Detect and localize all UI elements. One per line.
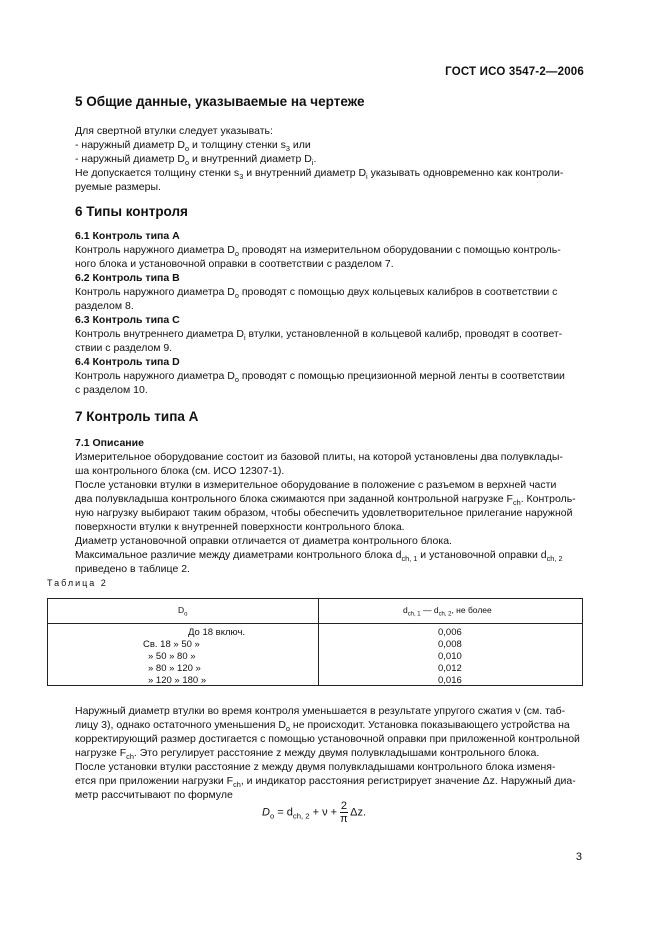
s6-2-line-2: разделом 8.	[75, 300, 134, 312]
table-column-separator	[318, 599, 319, 685]
s6-3-title: 6.3 Контроль типа С	[75, 314, 180, 326]
s5-line-5: руемые размеры.	[75, 181, 161, 193]
table-header-dch: $d_{ch, 1}$ — $d_{ch, 2}$, не более	[403, 605, 492, 618]
s7b-line-3: корректирующий размер достигается с помощью установочной оправки при приложенной контрольной	[75, 733, 580, 745]
s7-p2-line-1: После установки втулки в измерительное оборудование в положение с разъемом в верхней части	[75, 479, 557, 491]
formula: $D_o = d_{ch, 2} + \nu$ + $\frac{2}{\pi}$ Δz.	[262, 800, 367, 825]
s5-line-3: - наружный диаметр $D_o$ и внутренний диаметр $D_i$.	[75, 153, 317, 168]
s6-4-title: 6.4 Контроль типа D	[75, 356, 180, 368]
table-row-4-do: » 80 » 120 »	[148, 663, 201, 674]
table-row-1-do: До 18 включ.	[188, 627, 246, 638]
table-row-1-val: 0,006	[438, 627, 462, 638]
s7-p1-line-1: Измерительное оборудование состоит из базовой плиты, на которой установлены два полувклады-	[75, 451, 563, 463]
s5-line-1: Для свертной втулки следует указывать:	[75, 125, 273, 137]
table-2	[47, 598, 583, 686]
s6-2-line-1: Контроль наружного диаметра $D_o$ проводят с помощью двух кольцевых калибров в соответствии с	[75, 286, 558, 301]
table-caption: Таблица 2	[47, 578, 108, 588]
table-row-5-do: » 120 » 180 »	[148, 675, 207, 686]
s7b-line-7: метр рассчитывают по формуле	[75, 789, 233, 801]
s7b-line-6: ется при приложении нагрузки $F_{ch}$, и индикатор расстояния регистрирует значение Δz. Наружный диа-	[75, 775, 576, 790]
table-row-5-val: 0,016	[438, 675, 462, 686]
fraction: $\frac{2}{\pi}$	[340, 800, 348, 825]
s7-1-title: 7.1 Описание	[75, 437, 144, 449]
s6-2-title: 6.2 Контроль типа В	[75, 272, 180, 284]
s7-p4-line-1: Максимальное различие между диаметрами контрольного блока $d_{ch, 1}$ и установочной оправки $d_{ch, 2}$	[75, 549, 563, 564]
section-7-title: 7 Контроль типа А	[75, 409, 199, 424]
table-row-2-val: 0,008	[438, 639, 462, 650]
s7b-line-4: нагрузке $F_{ch}$. Это регулирует расстояние z между двумя полувкладышами контрольного блока.	[75, 747, 540, 762]
s6-1-title: 6.1 Контроль типа А	[75, 230, 180, 242]
table-header-separator	[48, 623, 582, 624]
s6-3-line-1: Контроль внутреннего диаметра $D_i$ втулки, установленной в кольцевой калибр, проводят в соответ-	[75, 328, 563, 343]
s7-p2-line-4: поверхности втулки к внутренней поверхности контрольного блока.	[75, 521, 405, 533]
section-6-title: 6 Типы контроля	[75, 204, 188, 219]
s5-line-2: - наружный диаметр $D_o$ и толщину стенки $s_3$ или	[75, 139, 311, 154]
s7-p4-line-2: приведено в таблице 2.	[75, 563, 190, 575]
s7-p2-line-2: два полувкладыша контрольного блока сжимаются при заданной контрольной нагрузке $F_{ch}$. Контроль-	[75, 493, 576, 508]
s5-line-4: Не допускается толщину стенки $s_3$ и внутренний диаметр $D_i$ указывать одновременно как контроли-	[75, 167, 564, 182]
s7b-line-2: лицу 3), однако остаточного уменьшения $D_o$ не происходит. Установка показывающего устройства на	[75, 719, 570, 734]
s7-p2-line-3: ную нагрузку выбирают таким образом, чтобы обеспечить удовлетворительное прилегание наружной	[75, 507, 573, 519]
s7b-line-1: Наружный диаметр втулки во время контроля уменьшается в результате упругого сжатия ν (см. таб-	[75, 705, 566, 717]
table-header-do: $D_o$	[178, 605, 188, 618]
standard-code: ГОСТ ИСО 3547-2—2006	[445, 66, 584, 78]
table-row-2-do: Св. 18 » 50 »	[143, 639, 200, 650]
s6-4-line-2: с разделом 10.	[75, 384, 148, 396]
s6-4-line-1: Контроль наружного диаметра $D_o$ проводят с помощью прецизионной мерной ленты в соответствии	[75, 370, 565, 385]
table-row-3-do: » 50 » 80 »	[148, 651, 196, 662]
s6-1-line-2: ного блока и установочной оправки в соответствии с разделом 7.	[75, 258, 394, 270]
section-5-title: 5 Общие данные, указываемые на чертеже	[75, 94, 365, 109]
page-number: 3	[575, 851, 582, 863]
s6-3-line-2: ствии с разделом 9.	[75, 342, 173, 354]
s6-1-line-1: Контроль наружного диаметра $D_o$ проводят на измерительном оборудовании с помощью контроль-	[75, 244, 561, 259]
s7b-line-5: После установки втулки расстояние z между двумя полувкладышами контрольного блока изменя-	[75, 761, 556, 773]
s7-p3: Диаметр установочной оправки отличается от диаметра контрольного блока.	[75, 535, 452, 547]
s7-p1-line-2: ша контрольного блока (см. ИСО 12307-1).	[75, 465, 285, 477]
table-row-4-val: 0,012	[438, 663, 462, 674]
table-row-3-val: 0,010	[438, 651, 462, 662]
